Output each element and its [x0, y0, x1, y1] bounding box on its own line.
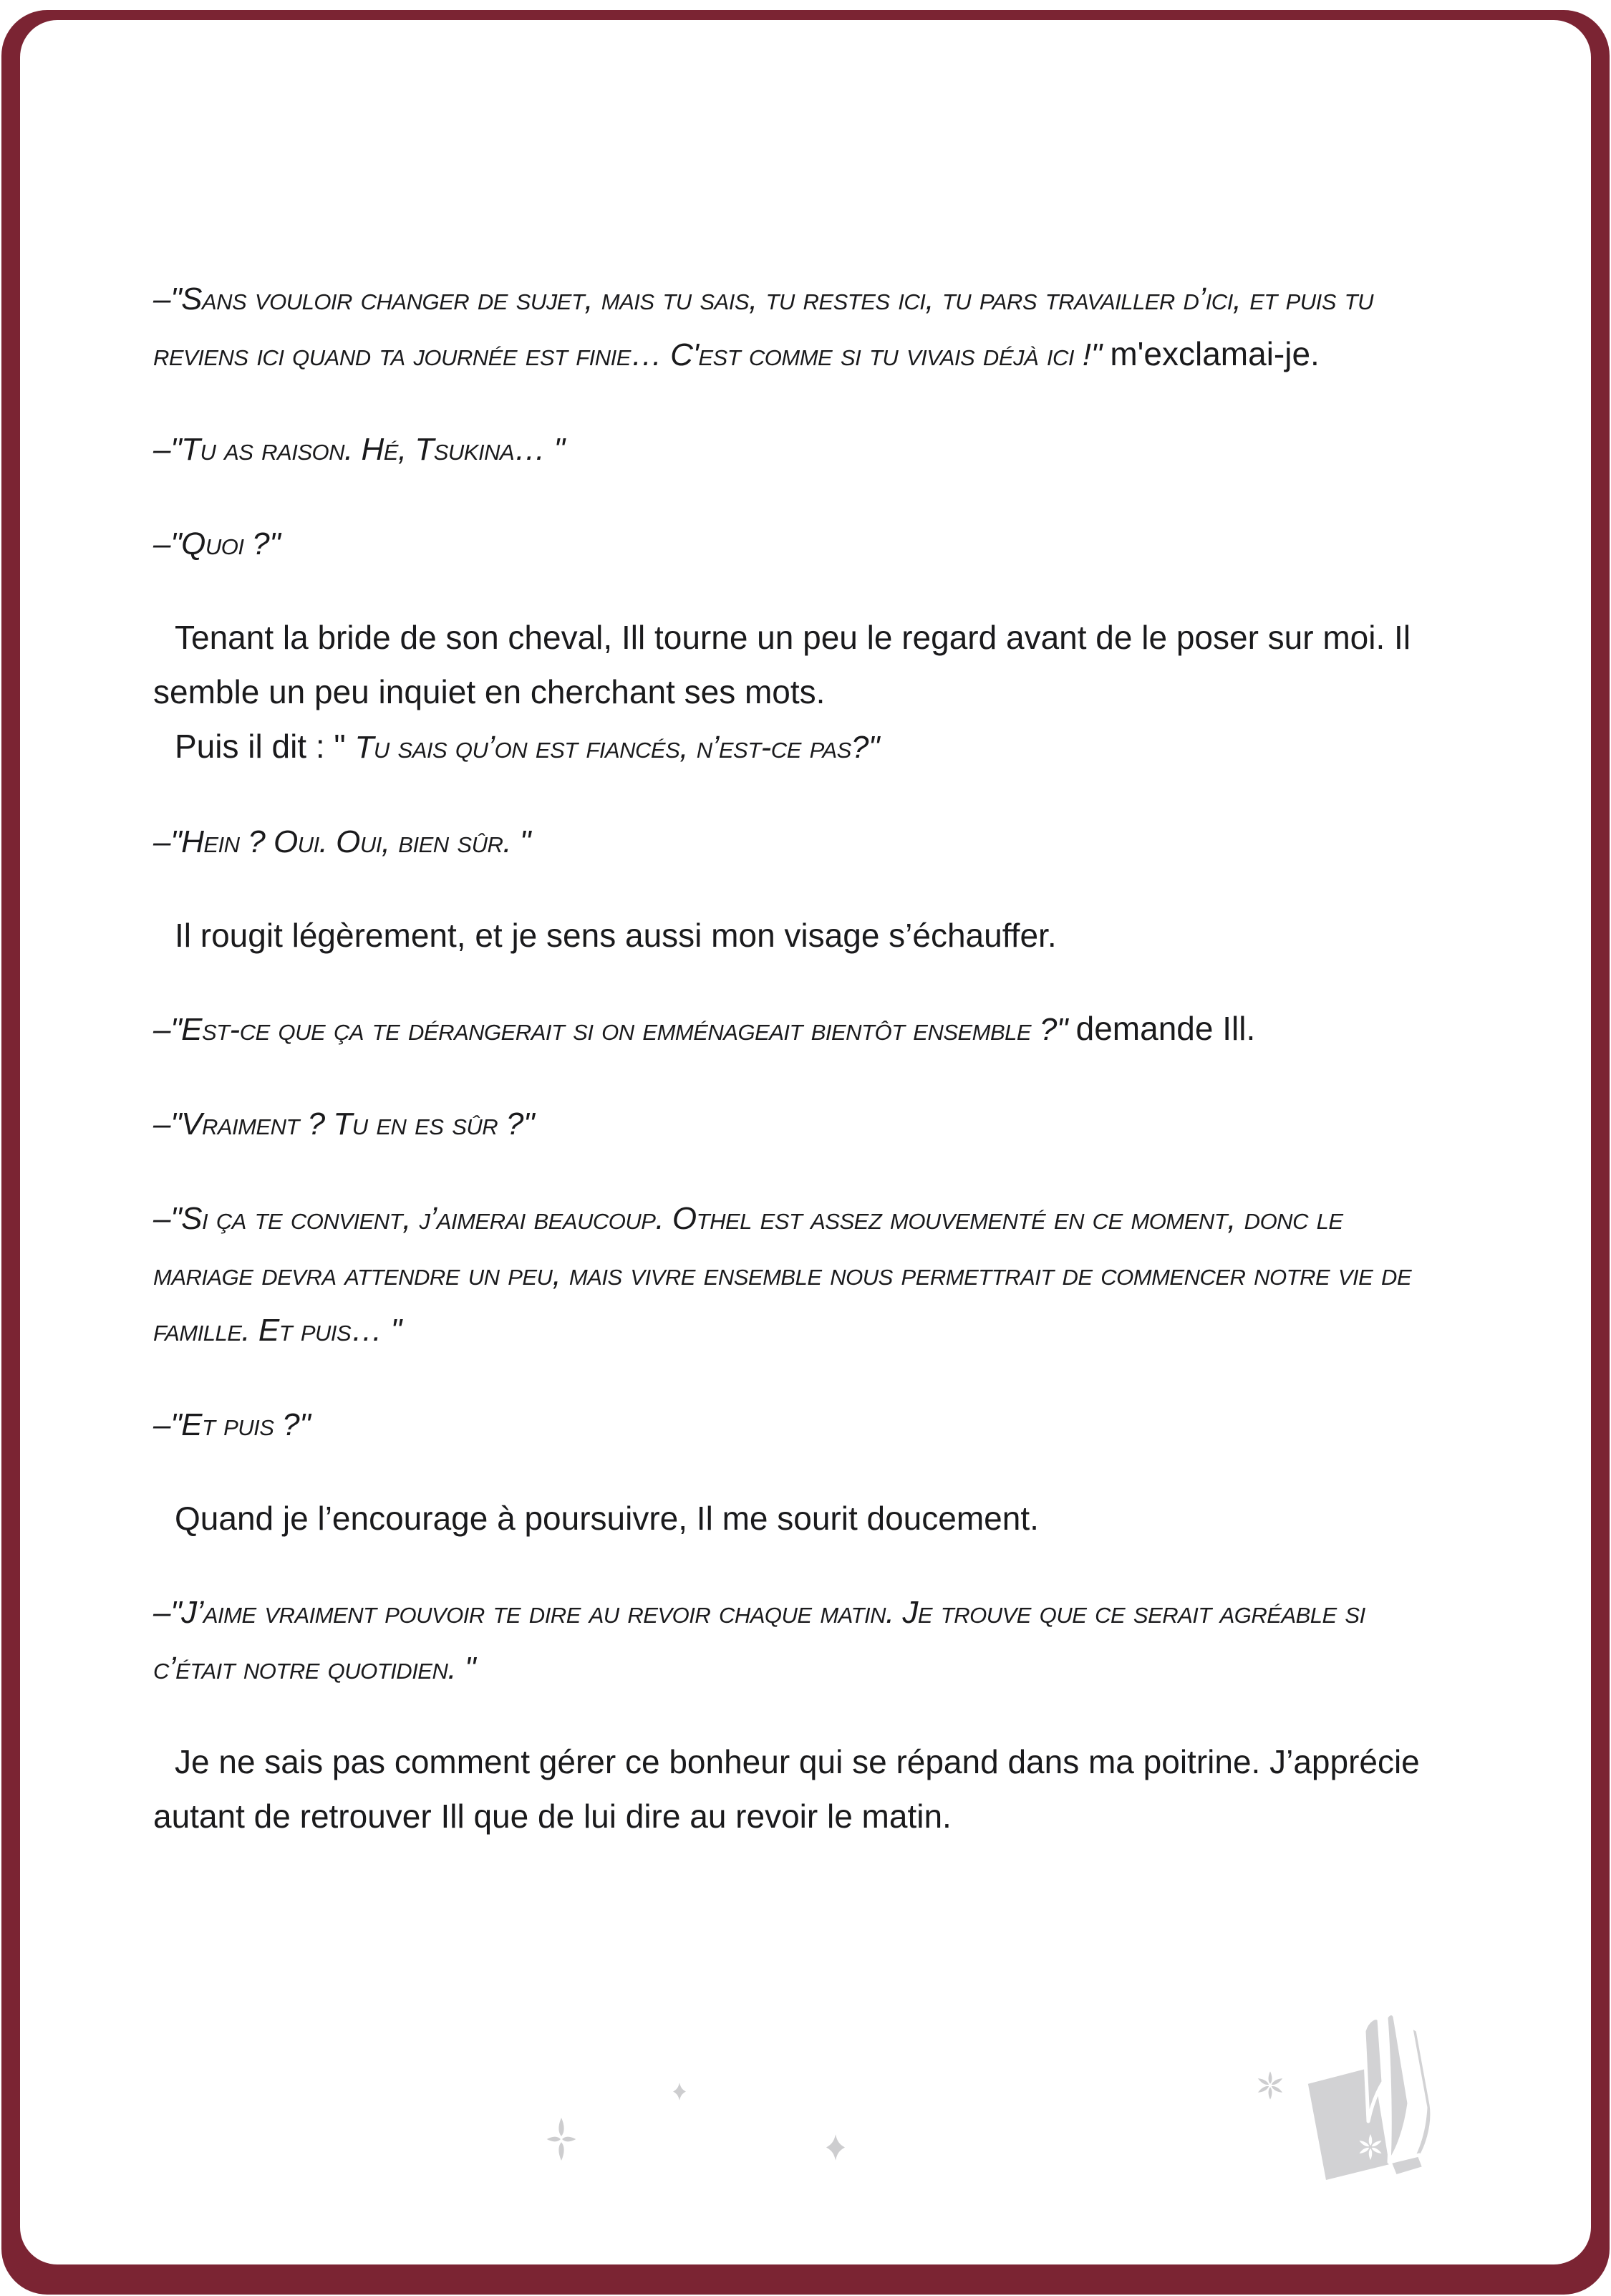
- paragraph: [153, 908, 1448, 963]
- paragraph: [153, 1584, 1448, 1696]
- paragraph: [153, 1190, 1448, 1358]
- narration-text: Tenant la bride de son cheval, Ill tourne un peu le regard avant de le poser sur moi. Il semble un peu inquiet en cherchant ses mots.: [153, 619, 1411, 710]
- page-background: [20, 20, 1591, 2264]
- narration-text: demande Ill.: [1075, 1010, 1256, 1047]
- paragraph: [153, 1491, 1448, 1545]
- diamond-sparkle-icon: [826, 2134, 845, 2161]
- diamond-sparkle-icon-small: [673, 2083, 686, 2100]
- dialogue-text: –"Quoi ?": [153, 526, 281, 561]
- narration-text: Puis il dit : ": [175, 728, 355, 765]
- plus-sparkle-icon: [546, 2117, 577, 2161]
- narration-text: m'exclamai-je.: [1110, 335, 1320, 372]
- dialogue-text: –"Hein ? Oui. Oui, bien sûr. ": [153, 824, 531, 859]
- dialogue-text: –"J’aime vraiment pouvoir te dire au revoir chaque matin. Je trouve que ce serait agréable si c’était notre quotidien. ": [153, 1595, 1365, 1686]
- narration-text: Quand je l’encourage à poursuivre, Il me sourit doucement.: [175, 1500, 1039, 1537]
- dialogue-text: –"Sans vouloir changer de sujet, mais tu sais, tu restes ici, tu pars travailler d’ici, et puis tu reviens ici quand ta journée est finie… C'est comme si tu vivais déjà ici !": [153, 281, 1373, 372]
- dialogue-text: –"Si ça te convient, j’aimerai beaucoup. Othel est assez mouvementé en ce moment, donc le mariage devra attendre un peu, mais vivre ensemble nous permettrait de commencer notre vie de famille. Et puis… ": [153, 1201, 1412, 1348]
- paragraph: [153, 516, 1448, 571]
- text-content: [153, 271, 1448, 1843]
- paragraph: [153, 1397, 1448, 1452]
- paragraph: [153, 1735, 1448, 1843]
- dialogue-text: –"Et puis ?": [153, 1407, 311, 1442]
- paragraph: [153, 719, 1448, 775]
- book-page-flower-icon: [1358, 2133, 1383, 2161]
- dialogue-text: –"Vraiment ? Tu en es sûr ?": [153, 1106, 534, 1142]
- dialogue-text: Tu sais qu’on est fiancés, n’est-ce pas?": [354, 730, 879, 765]
- paragraph: [153, 1096, 1448, 1152]
- narration-text: Je ne sais pas comment gérer ce bonheur qui se répand dans ma poitrine. J’apprécie autant de retrouver Ill que de lui dire au revoir le matin.: [153, 1743, 1420, 1835]
- narration-text: Il rougit légèrement, et je sens aussi mon visage s’échauffer.: [175, 917, 1057, 954]
- dialogue-text: –"Tu as raison. Hé, Tsukina… ": [153, 432, 565, 467]
- paragraph: [153, 271, 1448, 382]
- paragraph: [153, 814, 1448, 869]
- dialogue-text: –"Est-ce que ça te dérangerait si on emménageait bientôt ensemble ?": [153, 1012, 1076, 1047]
- paragraph: [153, 421, 1448, 477]
- paragraph: [153, 1001, 1448, 1057]
- asterisk-sparkle-icon: [1256, 2070, 1285, 2101]
- paragraph: [153, 610, 1448, 719]
